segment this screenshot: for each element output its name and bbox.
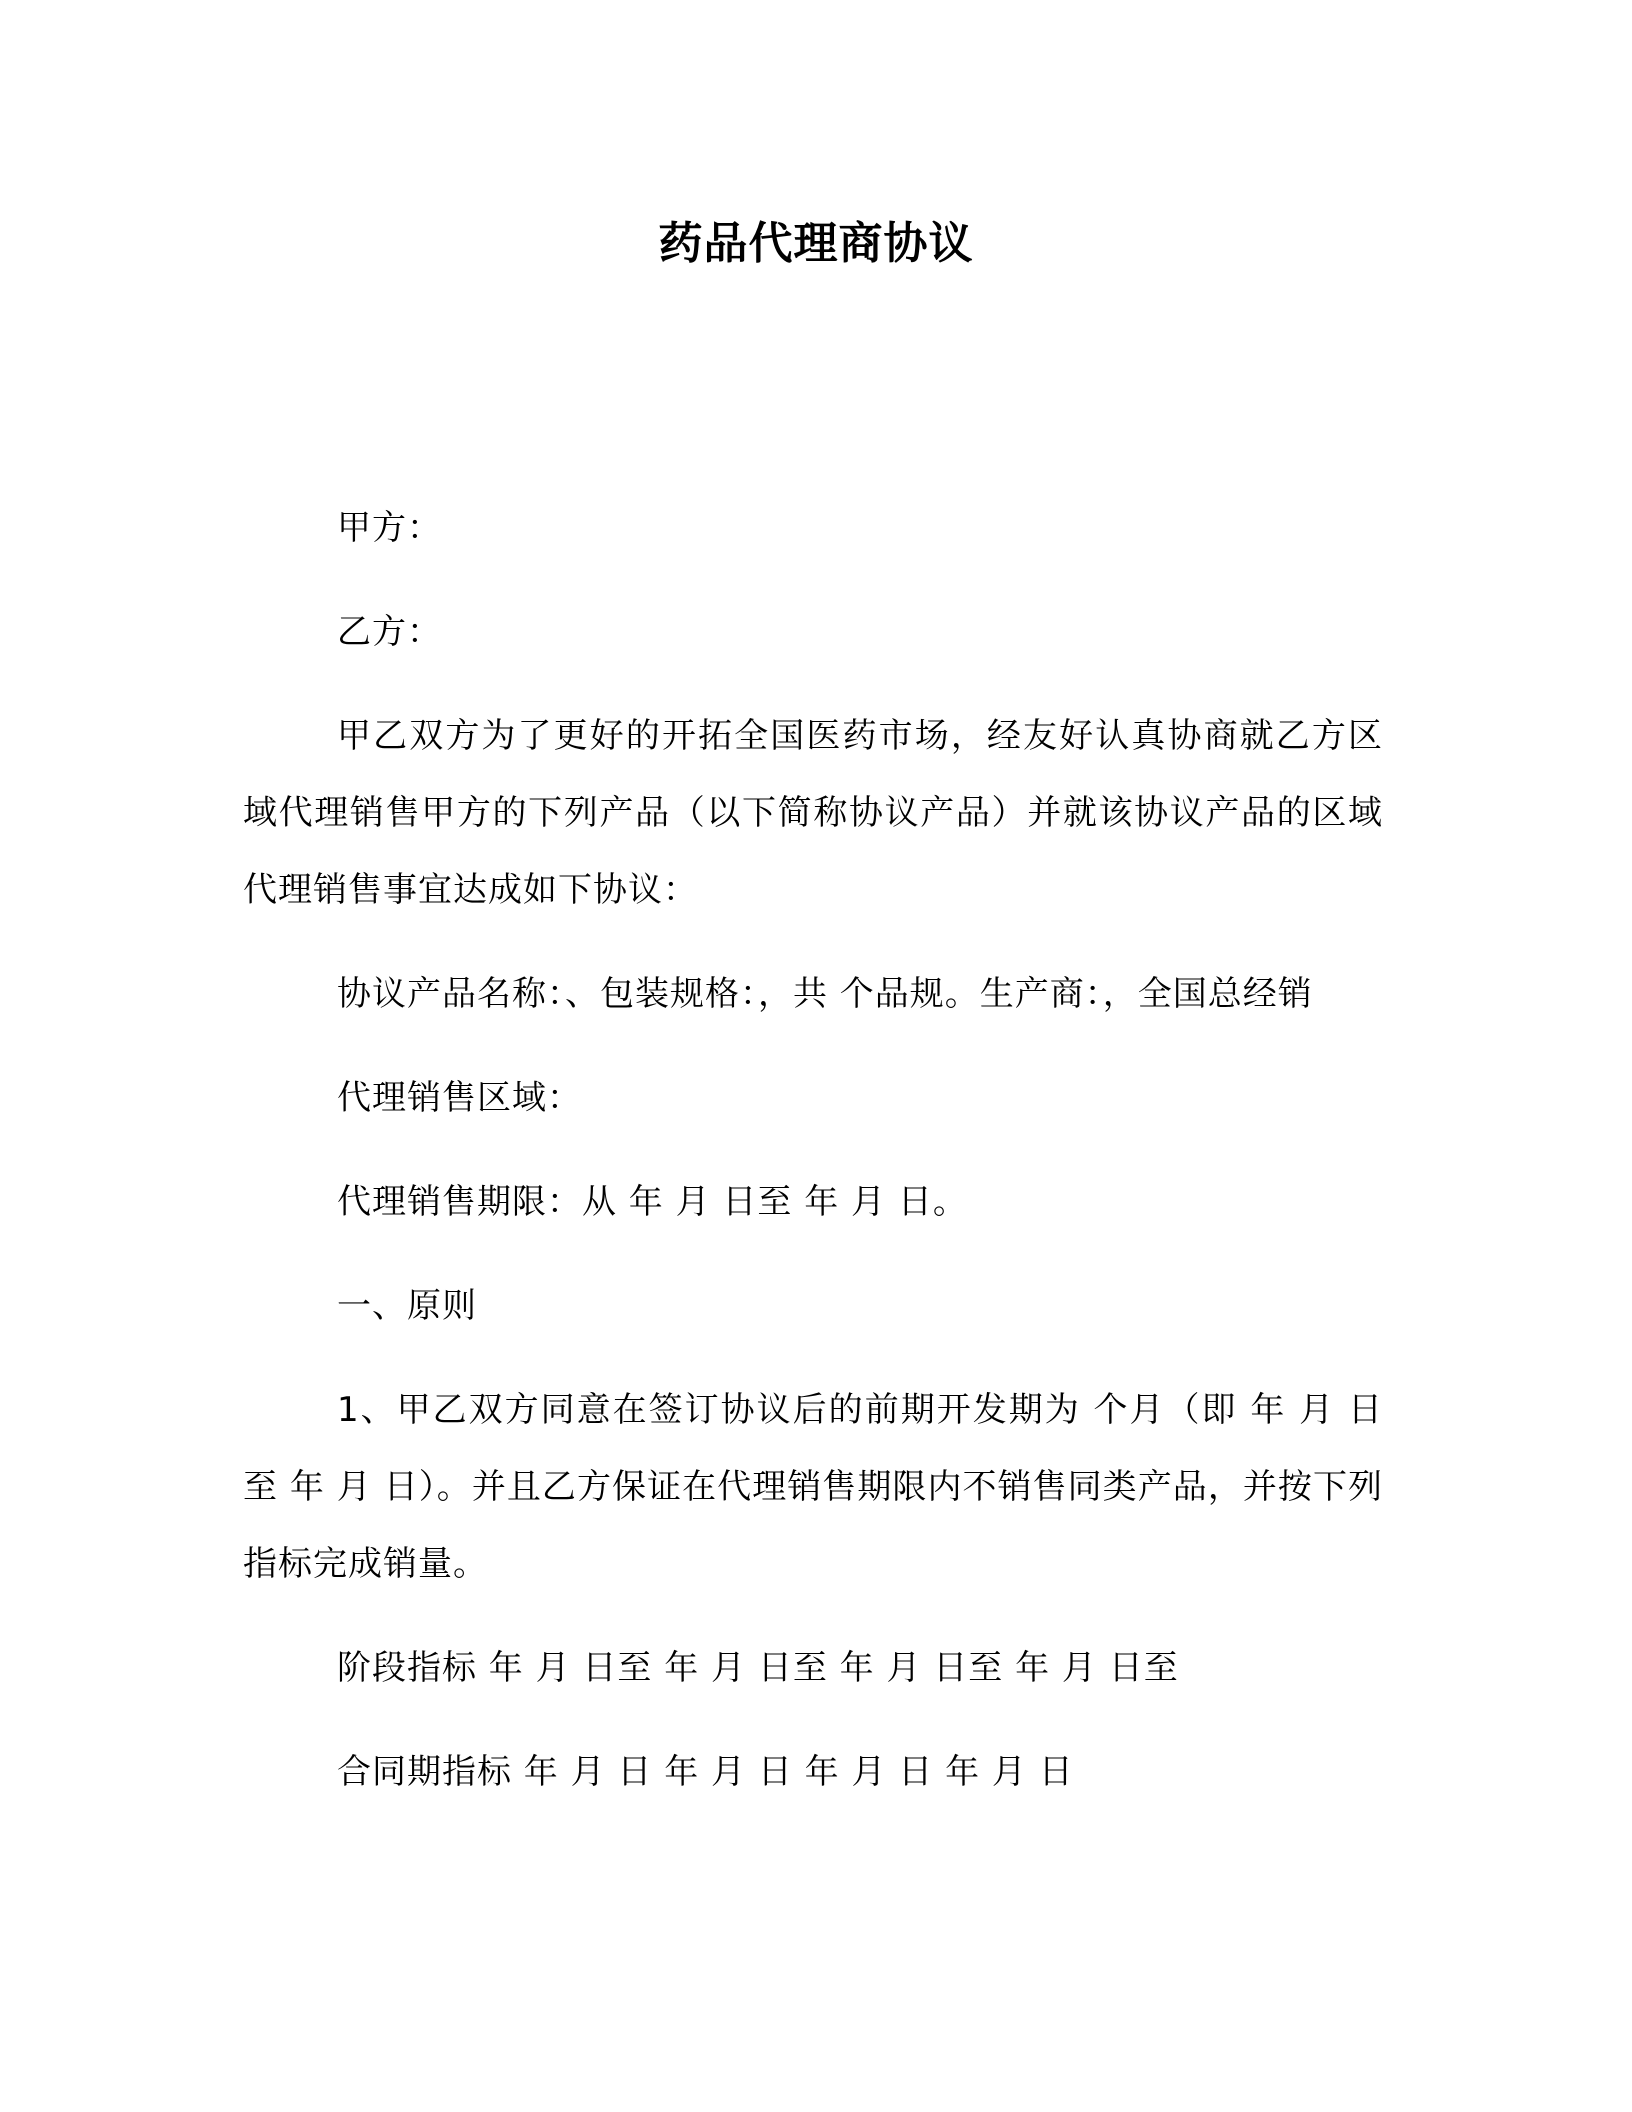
clause-1-paragraph: 1、甲乙双方同意在签订协议后的前期开发期为 个月（即 年 月 日至 年 月 日）。并且乙方保证在代理销售期限内不销售同类产品，并按下列指标完成销量。 (243, 1390, 1383, 1584)
stage-targets-line: 阶段指标 年 月 日至 年 月 日至 年 月 日至 年 月 日至 (337, 1648, 1179, 1688)
document-title: 药品代理商协议 (658, 218, 974, 269)
document-body (243, 490, 1383, 1811)
contract-targets-line: 合同期指标 年 月 日 年 月 日 年 月 日 年 月 日 (337, 1752, 1074, 1792)
product-info-paragraph: 协议产品名称：、包装规格：，共 个品规。生产商：，全国总经销 (337, 974, 1313, 1014)
party-b-line: 乙方： (337, 612, 442, 652)
sales-region-line: 代理销售区域： (337, 1078, 582, 1118)
party-a-line: 甲方： (337, 508, 442, 548)
preamble-paragraph: 甲乙双方为了更好的开拓全国医药市场，经友好认真协商就乙方区域代理销售甲方的下列产品（以下简称协议产品）并就该协议产品的区域代理销售事宜达成如下协议： (243, 716, 1383, 910)
sales-term-line: 代理销售期限：从 年 月 日至 年 月 日。 (337, 1182, 968, 1222)
section-heading-principles: 一、原则 (337, 1286, 477, 1326)
